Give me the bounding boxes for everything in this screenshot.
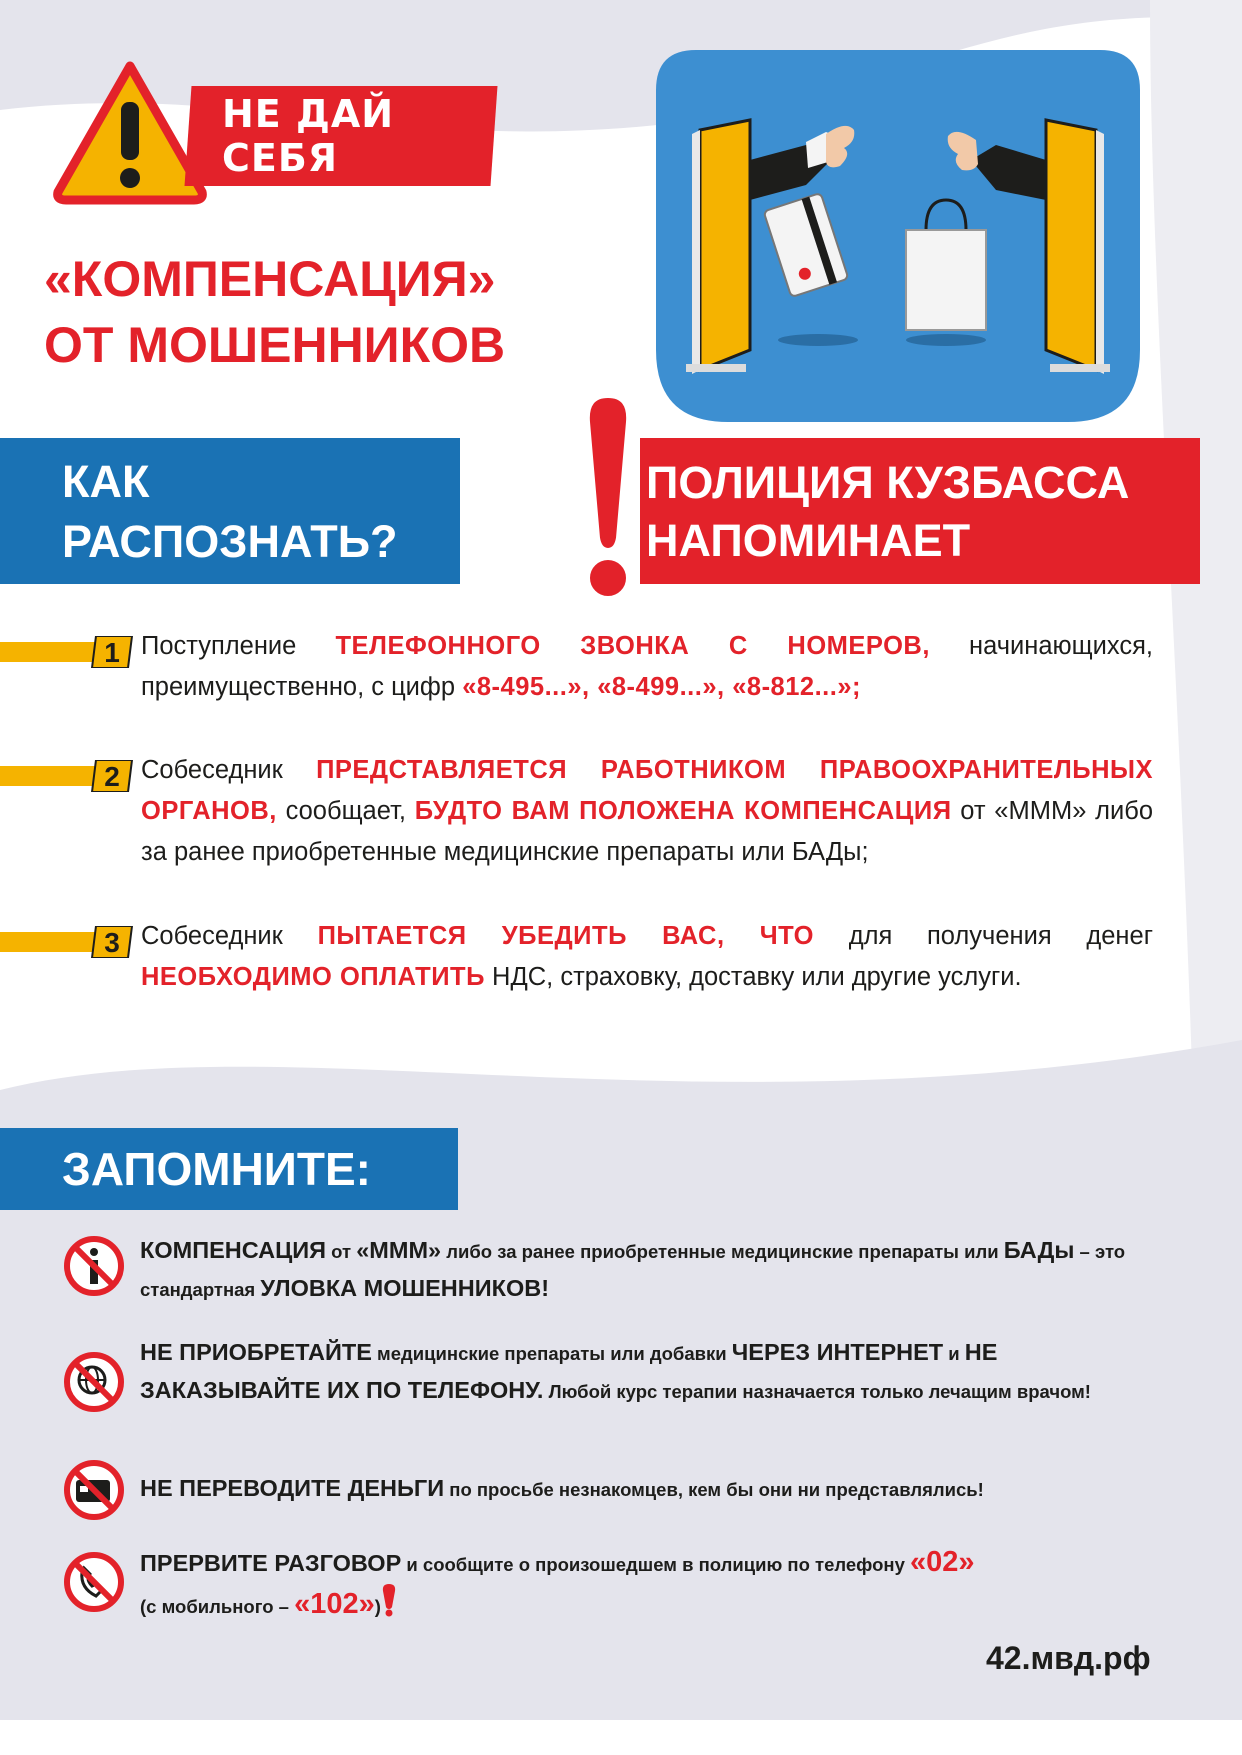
rule-part: Любой курс терапии назначается только лечащим врачом! [543, 1381, 1091, 1402]
item-text [141, 626, 1153, 708]
list-item [0, 750, 1242, 870]
rule-text [140, 1544, 1150, 1625]
no-info-icon [62, 1234, 126, 1298]
how-line-2: РАСПОЗНАТЬ? [62, 516, 398, 567]
rule-part: и сообщите о произошедшем в полицию по телефону [401, 1554, 911, 1575]
rule-strong: НЕ ПРИОБРЕТАЙТЕ [140, 1339, 372, 1365]
rule-part: (с мобильного – [140, 1596, 295, 1617]
highlight: НЕОБХОДИМО ОПЛАТИТЬ [141, 963, 485, 991]
rule-part: от [326, 1241, 357, 1262]
right-monitor [1046, 120, 1110, 374]
rule-part: либо за ранее приобретенные медицинские препараты или [441, 1241, 1004, 1262]
phone-02: «02» [910, 1546, 975, 1578]
number-badge [0, 760, 140, 792]
highlight: ПЫТАЕТСЯ УБЕДИТЬ ВАС, ЧТО [317, 922, 814, 950]
no-internet-icon [62, 1350, 126, 1414]
warning-line-2: ОБМАНУТЬ! [217, 180, 489, 224]
exclamation-icon [582, 392, 634, 604]
rule-strong: ПРЕРВИТЕ РАЗГОВОР [140, 1550, 402, 1576]
rule-part: и [943, 1343, 965, 1364]
rule-strong: КОМПЕНСАЦИЯ [140, 1237, 327, 1263]
rule-part: – это стандартная [140, 1241, 1126, 1300]
text-part: от «МММ» либо за ранее приобретенные медицинские препараты или БАДы; [141, 797, 1153, 866]
text-part: Поступление [141, 632, 336, 660]
number-badge [0, 926, 140, 958]
rule-text [140, 1470, 1150, 1508]
list-item [0, 916, 1242, 1036]
text-part: сообщает, [276, 797, 415, 825]
list-item [0, 626, 1242, 746]
rule-strong: БАДы [1003, 1237, 1075, 1263]
phone-102: «102» [294, 1588, 375, 1620]
warning-line-1: НЕ ДАЙ СЕБЯ [222, 92, 395, 180]
how-line-1: КАК [62, 456, 150, 507]
page-title [44, 246, 524, 378]
title-line-2: ОТ МОШЕННИКОВ [44, 317, 506, 373]
highlight: БУДТО ВАМ ПОЛОЖЕНА КОМПЕНСАЦИЯ [414, 797, 952, 825]
rule-strong: НЕ ЗАКАЗЫВАЙТЕ ИХ ПО ТЕЛЕФОНУ. [140, 1339, 998, 1403]
text-part: для получения денег [813, 922, 1153, 950]
title-line-1: «КОМПЕНСАЦИЯ» [44, 251, 496, 307]
item-number: 3 [104, 927, 120, 958]
rule-part: медицинские препараты или добавки [371, 1343, 732, 1364]
illustration-hands-monitors [656, 50, 1140, 422]
rule-text [140, 1232, 1150, 1308]
rule-strong: «МММ» [356, 1237, 442, 1263]
how-to-recognize-banner [0, 438, 460, 584]
small-exclamation-icon [381, 1583, 397, 1617]
warning-label [185, 86, 498, 224]
website-url: 42.мвд.рф [986, 1640, 1151, 1676]
police-line-2: НАПОМИНАЕТ [646, 515, 971, 566]
police-line-1: ПОЛИЦИЯ КУЗБАССА [646, 457, 1130, 508]
rule-strong: НЕ ПЕРЕВОДИТЕ ДЕНЬГИ [140, 1475, 445, 1501]
no-card-icon [62, 1458, 126, 1522]
item-text [141, 750, 1153, 873]
police-reminds-banner [640, 438, 1200, 584]
highlight: ТЕЛЕФОННОГО ЗВОНКА С НОМЕРОВ, [335, 632, 930, 660]
rule-part: ) [374, 1596, 381, 1617]
item-number: 1 [104, 637, 120, 668]
left-monitor [686, 120, 750, 374]
text-part: Собеседник [141, 922, 318, 950]
rule-text [140, 1334, 1150, 1410]
highlight: ПРЕДСТАВЛЯЕТСЯ РАБОТНИКОМ ПРАВООХРАНИТЕЛЬНЫХ ОРГАНОВ, [141, 756, 1153, 825]
highlight: «8-495...», «8-499...», «8-812...»; [462, 673, 862, 701]
rule-strong: ЧЕРЕЗ ИНТЕРНЕТ [731, 1339, 944, 1365]
number-badge [0, 636, 140, 668]
text-part: НДС, страховку, доставку или другие услуги. [484, 963, 1022, 991]
no-phone-icon [62, 1550, 126, 1614]
item-number: 2 [104, 761, 120, 792]
rule-strong: УЛОВКА МОШЕННИКОВ! [260, 1275, 550, 1301]
text-part: Собеседник [141, 756, 317, 784]
text-part: начинающихся, преимущественно, с цифр [141, 632, 1153, 701]
remember-banner: ЗАПОМНИТЕ: [0, 1128, 458, 1210]
item-text [141, 916, 1153, 998]
rule-part: по просьбе незнакомцев, кем бы они ни представлялись! [444, 1479, 984, 1500]
